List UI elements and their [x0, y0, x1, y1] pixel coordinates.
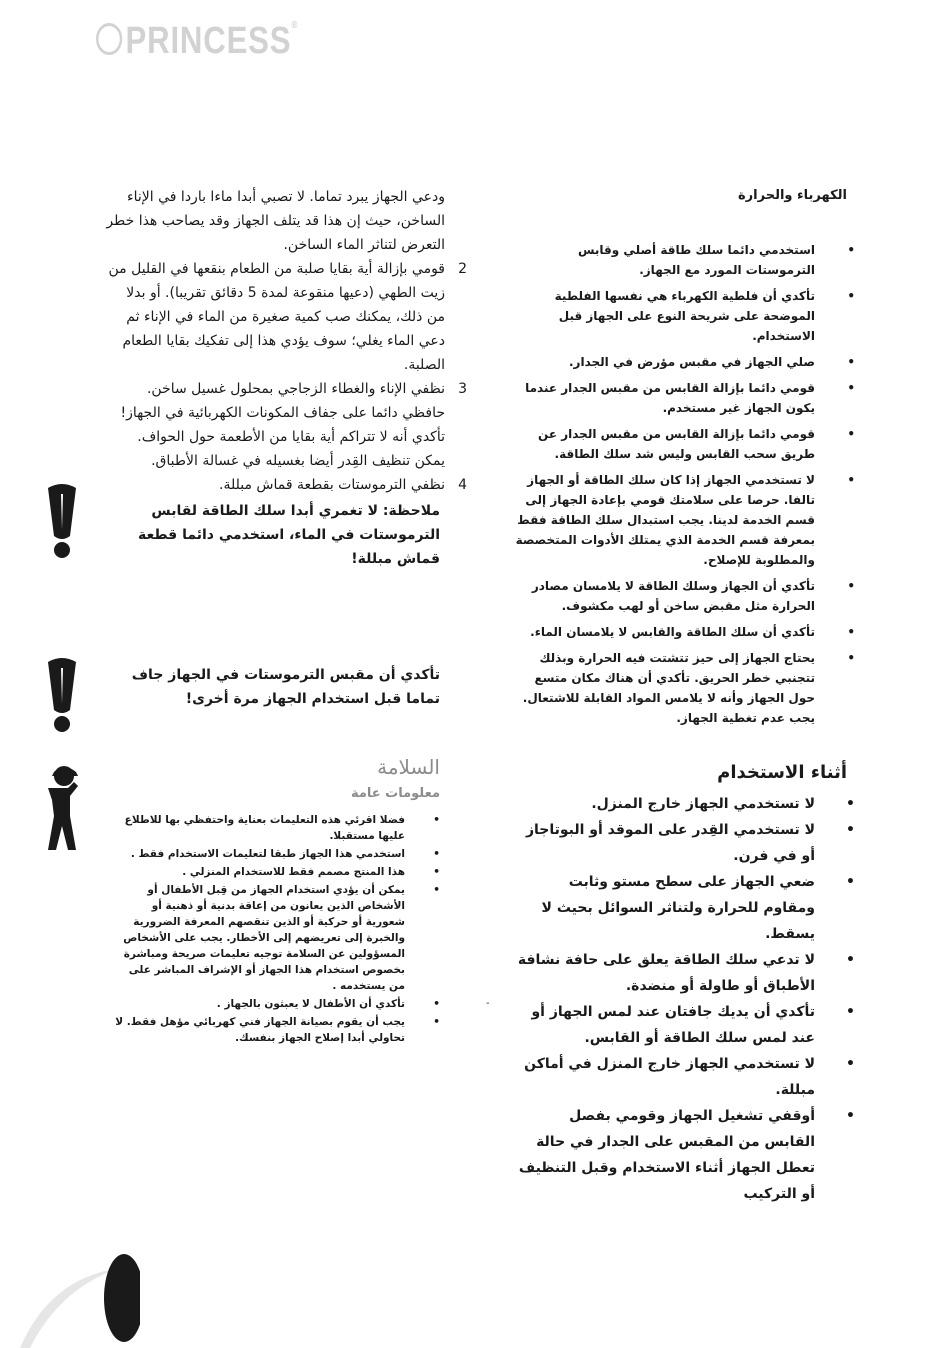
list-item-text: استخدمي هذا الجهاز طبقا لتعليمات الاستخدام فقط .: [130, 848, 405, 860]
bullet-icon: •: [433, 866, 440, 878]
during-use-heading: أثناء الاستخدام: [717, 762, 847, 783]
bullet-icon: •: [433, 998, 440, 1010]
bullet-icon: •: [847, 243, 855, 257]
bullet-icon: •: [433, 848, 440, 860]
safety-person-icon: [40, 764, 84, 854]
bullet-icon: •: [433, 814, 440, 826]
exclamation-warning-icon: [44, 482, 80, 560]
list-item-text: أوقفي تشغيل الجهاز وقومي بفصل القابس من المقبس على الجدار في حالة تعطل الجهاز أثناء الاستخدام وقبل التنظيف أو التركيب: [518, 1108, 815, 1202]
bullet-icon: •: [846, 796, 855, 812]
step-text: قومي بإزالة أية بقايا صلبة من الطعام بنقعها في القليل من زيت الطهي (دعيها منقوعة لمدة 5 دقائق تقريبا). أو بدلا من ذلك، يمكنك صب كمية صغيرة من الماء في الإناء ثم دعي الماء يغلي؛ سوف يؤدي هذا إلى تفكيك بقايا الطعام الصلبة.: [108, 261, 445, 373]
list-item-text: هذا المنتج مصمم فقط للاستخدام المنزلي .: [182, 866, 405, 878]
list-item: [110, 882, 440, 994]
cleaning-step: [105, 377, 467, 473]
list-item-text: استخدمي دائما سلك طاقة أصلي وقابس الترموستات المورد مع الجهاز.: [577, 243, 815, 277]
list-item: [515, 240, 855, 280]
list-item-text: تأكدي أن سلك الطاقة والقابس لا يلامسان الماء.: [530, 625, 815, 639]
bullet-icon: •: [846, 822, 855, 838]
list-item: [515, 999, 855, 1051]
list-item-text: فضلا اقرئي هذه التعليمات بعناية واحتفظي بها للاطلاع عليها مستقبلا.: [124, 814, 405, 842]
step-number: 3: [458, 381, 467, 397]
list-item: [515, 378, 855, 418]
bullet-icon: •: [846, 1108, 855, 1124]
list-item: [515, 424, 855, 464]
brand-name: PRINCESS: [125, 20, 292, 62]
step-text: نظفي الترموستات بقطعة قماش مبللة.: [219, 477, 445, 493]
list-item: [110, 996, 440, 1012]
bullet-icon: •: [433, 884, 440, 896]
bullet-icon: •: [847, 427, 855, 441]
exclamation-warning-icon: [44, 656, 80, 734]
bullet-icon: •: [846, 874, 855, 890]
cleaning-section: [105, 185, 467, 497]
cleaning-note: ملاحظة: لا تغمري أبدا سلك الطاقة لقابس الترموستات في الماء، استخدمي دائما قطعة قماش مبللة!: [138, 503, 440, 567]
list-item-text: لا تستخدمي الجهاز خارج المنزل.: [591, 796, 815, 812]
list-item-text: قومي دائما بإزالة القابس من مقبس الجدار عندما يكون الجهاز غير مستخدم.: [525, 381, 815, 415]
thermostat-dry-note: تأكدي أن مقبس الترموستات في الجهاز جاف تماما قبل استخدام الجهاز مرة أخرى!: [131, 667, 440, 707]
bullet-icon: •: [847, 289, 855, 303]
electricity-heading: الكهرباء والحرارة: [738, 188, 847, 203]
list-item-text: لا تستخدمي الجهاز خارج المنزل في أماكن مبللة.: [524, 1056, 815, 1098]
list-item-text: تأكدي أن الأطفال لا يعبثون بالجهاز .: [216, 998, 405, 1010]
list-item-text: صلي الجهاز في مقبس مؤرض في الجدار.: [568, 355, 815, 369]
safety-title: السلامة: [377, 755, 440, 779]
list-item: [515, 470, 855, 570]
bullet-icon: •: [847, 473, 855, 487]
bullet-icon: •: [846, 952, 855, 968]
bullet-icon: •: [847, 625, 855, 639]
list-item: [515, 947, 855, 999]
brand-registered-mark: ®: [291, 20, 299, 31]
bullet-icon: •: [847, 355, 855, 369]
cleaning-step: [105, 473, 467, 497]
list-item-text: لا تستخدمي القِدر على الموقد أو البوتاجاز أو في فرن.: [525, 822, 815, 864]
list-item-text: ضعي الجهاز على سطح مستو وثابت ومقاوم للحرارة ولتناثر السوائل بحيث لا يسقط.: [541, 874, 815, 942]
list-item: [110, 1014, 440, 1046]
bullet-icon: •: [847, 579, 855, 593]
list-item: [515, 576, 855, 616]
cleaning-step: [105, 257, 467, 377]
list-item-text: يمكن أن يؤدي استخدام الجهاز من قِبل الأطفال أو الأشخاص الذين يعانون من إعاقة بدنية أو ذهنية أو شعورية أو حركية أو الذين تنقصهم المعرفة الضرورية والخبرة إلى تعريضهم إلى الأخطار. يجب على الأشخاص المسؤولين عن السلامة توجيه تعليمات صريحة ومباشرة بخصوص استخدام هذا الجهاز أو الإشراف المباشر على من يستخدمه .: [123, 884, 405, 992]
step-number: 4: [458, 477, 467, 493]
step-number: 2: [458, 261, 467, 277]
list-item-text: لا تستخدمي الجهاز إذا كان سلك الطاقة أو الجهاز تالفا. حرصا على سلامتك قومي بإعادة الجهاز إلى قسم الخدمة لدينا. يجب استبدال سلك الطاقة فقط بمعرفة قسم الخدمة الذي يمتلك الأدوات المتخصصة والمطلوبة للإصلاح.: [515, 473, 815, 567]
list-item: [515, 817, 855, 869]
electricity-list: [515, 240, 855, 734]
list-item-text: تأكدي أن الجهاز وسلك الطاقة لا يلامسان مصادر الحرارة مثل مقبض ساخن أو لهب مكشوف.: [531, 579, 815, 613]
list-item: [515, 1103, 855, 1207]
step-text: نظفي الإناء والغطاء الزجاجي بمحلول غسيل ساخن. حافظي دائما على جفاف المكونات الكهربائية في الجهاز! تأكدي أنه لا تتراكم أية بقايا من الأطعمة حول الحواف. يمكن تنظيف القِدر أيضا بغسيله في غسالة الأطباق.: [120, 381, 445, 469]
safety-subtitle: معلومات عامة: [350, 786, 440, 801]
list-item-text: قومي دائما بإزالة القابس من مقبس الجدار عن طريق سحب القابس وليس شد سلك الطاقة.: [538, 427, 815, 461]
stray-dash: -: [486, 998, 490, 1009]
list-item-text: يحتاج الجهاز إلى حيز تتشتت فيه الحرارة وبذلك تتجنبي خطر الحريق. تأكدي أن هناك مكان متسع حول الجهاز وأنه لا يلامس المواد القابلة للاشتعال. يجب عدم تغطية الجهاز.: [522, 651, 815, 725]
list-item-text: يجب أن يقوم بصيانة الجهاز فني كهربائي مؤهل فقط. لا تحاولي أبدا إصلاح الجهاز بنفسك.: [115, 1016, 405, 1044]
during-use-list: [515, 791, 855, 1207]
decorative-swoosh-icon: [20, 1238, 140, 1348]
list-item: [515, 622, 855, 642]
list-item-text: تأكدي أن يديك جافتان عند لمس الجهاز أو عند لمس سلك الطاقة أو القابس.: [531, 1004, 815, 1046]
list-item: [110, 864, 440, 880]
cleaning-intro: ودعي الجهاز يبرد تماما. لا تصبي أبدا ماءا باردا في الإناء الساخن، حيث إن هذا قد يتلف الجهاز وقد يصاحب هذا خطر التعرض لتناثر الماء الساخن.: [106, 189, 445, 253]
list-item-text: لا تدعي سلك الطاقة يعلق على حافة نشافة الأطباق أو طاولة أو منضدة.: [517, 952, 815, 994]
list-item: [515, 869, 855, 947]
bullet-icon: •: [847, 381, 855, 395]
list-item: [515, 791, 855, 817]
list-item: [110, 846, 440, 862]
bullet-icon: •: [846, 1056, 855, 1072]
safety-list: [110, 812, 440, 1048]
list-item-text: تأكدي أن فلطية الكهرباء هي نفسها الفلطية الموضحة على شريحة النوع على الجهاز قبل الاستخدام.: [554, 289, 815, 343]
brand-logo: [96, 20, 298, 63]
list-item: [515, 1051, 855, 1103]
list-item: [110, 812, 440, 844]
bullet-icon: •: [433, 1016, 440, 1028]
list-item: [515, 648, 855, 728]
bullet-icon: •: [846, 1004, 855, 1020]
list-item: [515, 352, 855, 372]
bullet-icon: •: [847, 651, 855, 665]
brand-mark-icon: [96, 23, 122, 55]
list-item: [515, 286, 855, 346]
